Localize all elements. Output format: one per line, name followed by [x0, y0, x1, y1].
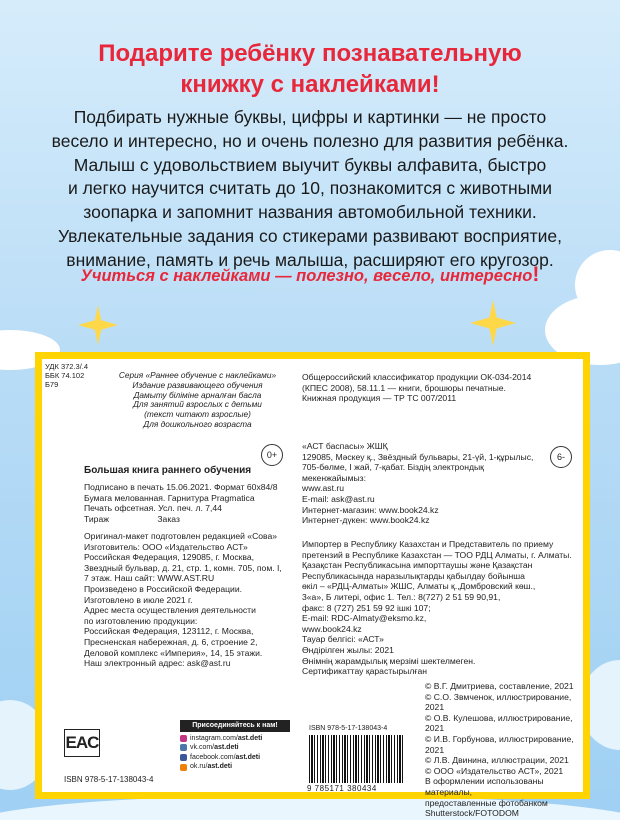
barcode [305, 723, 409, 797]
print-line: Подписано в печать 15.06.2021. Формат 60x84/8 [84, 482, 278, 492]
kz-line: 705-бөлме, I жай, 7-қабат. Біздің электрондық мекенжайымыз: [302, 462, 484, 483]
facebook-icon [180, 754, 187, 761]
intro-line: весело и интересно, но и очень полезно для развития ребёнка. [51, 130, 569, 151]
kz-line: Интернет-магазин: www.book24.kz [302, 504, 439, 515]
ok-icon [180, 764, 187, 771]
importer-line: факс: 8 (727) 251 59 92 ішкі 107; [302, 602, 431, 613]
importer-line: претензий в Республике Казахстан — ТОО РДЦ Алматы, г. Алматы. [302, 549, 572, 560]
social-header: Присоединяйтесь к нам! [180, 720, 290, 732]
slogan-exclamation: ! [532, 263, 540, 286]
publisher-line: Наш электронный адрес: ask@ast.ru [84, 658, 231, 669]
udk-line: Б79 [45, 380, 59, 389]
social-link-vk[interactable] [180, 743, 290, 753]
kz-line: «АСТ баспасы» ЖШҚ [302, 441, 388, 451]
social-prefix: vk.com/ [190, 744, 215, 752]
series-line: Для занятий взрослых с детьми [133, 399, 262, 410]
barcode-isbn: ISBN 978-5-17-138043-4 [309, 725, 388, 732]
instagram-icon [180, 735, 187, 742]
headline-line: Подарите ребёнку познавательную [98, 40, 522, 67]
importer-line: Сертификаттау қарастырылған [302, 666, 428, 677]
print-info [84, 482, 294, 524]
copyright-line: Shutterstock/FOTODOM [425, 808, 519, 819]
series-line: Для дошкольного возраста [143, 418, 252, 429]
kz-publisher-info [302, 441, 547, 526]
intro-line: Увлекательные задания со стикерами развивают восприятие, [57, 225, 563, 246]
publisher-line: Звездный бульвар, д. 21, стр. 1, комн. 705, пом. I, [84, 562, 282, 573]
publisher-line: Российская Федерация, 129085, г. Москва, [84, 552, 255, 563]
copyright-line: © С.О. Звмченок, иллюстрирование, 2021 [425, 691, 572, 713]
publisher-line: по изготовлению продукции: [84, 615, 198, 626]
classifier-line: Общероссийский классификатор продукции ОК-034-2014 [302, 372, 532, 382]
intro-line: зоопарка и запомнит названия автомобильной техники. [83, 202, 537, 223]
importer-info [302, 539, 587, 677]
social-handle: ast.deti [214, 744, 239, 752]
intro-line: внимание, память и речь малыша, расширяют его кругозор. [66, 249, 554, 270]
isbn-text: ISBN 978-5-17-138043-4 [64, 775, 154, 784]
copyright-block [425, 681, 590, 819]
kz-line: 129085, Мәскеу қ., Звёздный бульвары, 21-үй, 1-құрылыс, [302, 451, 534, 462]
barcode-number: 9 785171 380434 [307, 784, 377, 793]
publisher-line: Произведено в Российской Федерации. [84, 583, 243, 594]
social-link-facebook[interactable] [180, 753, 290, 763]
intro-text [0, 106, 620, 273]
social-handle: ast.deti [207, 763, 233, 771]
copyright-line: © И.В. Горбунова, иллюстрирование, 2021 [425, 733, 574, 755]
intro-line: Подбирать нужные буквы, цифры и картинки — не просто [73, 107, 547, 127]
udk-line: УДК 372.3/.4 [45, 362, 89, 371]
series-line: Дамыту біліміне арналған басла [133, 389, 262, 400]
classifier-block [302, 372, 587, 404]
importer-line: Қазақстан Республикасына импорттаушы және Қазақстан [302, 560, 533, 571]
barcode-bars [309, 735, 405, 783]
publisher-line: Деловой комплекс «Империя», 14, 15 этажи. [84, 647, 263, 658]
social-prefix: facebook.com/ [190, 753, 236, 761]
classifier-line: Книжная продукция — ТР ТС 007/2011 [302, 393, 457, 404]
kz-line: www.ast.ru [302, 483, 345, 494]
social-handle: ast.deti [235, 753, 261, 761]
print-line: Печать офсетная. Усл. печ. л. 7,44 [84, 503, 222, 514]
importer-line: www.book24.kz [302, 623, 362, 634]
vk-icon [180, 744, 187, 751]
star-icon [78, 305, 118, 345]
star-icon [470, 300, 516, 346]
social-link-ok[interactable] [180, 762, 290, 772]
publisher-line: 7 этаж. Наш сайт: WWW.AST.RU [84, 573, 215, 584]
udk-line: ББК 74.102 [45, 371, 85, 380]
eac-mark-icon: EAC [64, 729, 100, 757]
age-rating-badge: 0+ [261, 444, 283, 466]
social-prefix: ok.ru/ [190, 763, 208, 771]
print-line: Тираж Заказ [84, 513, 180, 524]
slogan-text: Учиться с наклейками — полезно, весело, интересно [80, 267, 533, 285]
importer-line: Өнімнің жарамдылық мерзімі шектелмеген. [302, 655, 476, 666]
social-block [180, 720, 290, 772]
copyright-line: © В.Г. Дмитриева, составление, 2021 [425, 681, 574, 691]
publisher-line: Пресненская набережная, д. 6, строение 2, [84, 636, 258, 647]
classifier-line: (КПЕС 2008), 58.11.1 — книги, брошюры печатные. [302, 382, 506, 393]
publisher-info [84, 531, 299, 669]
social-link-instagram[interactable] [180, 734, 290, 744]
age-rating-badge-kz: 6- [550, 446, 572, 468]
publisher-line: Оригинал-макет подготовлен редакцией «Сова» [84, 531, 278, 541]
copyright-line: © ООО «Издательство АСТ», 2021 [425, 765, 564, 776]
publisher-line: Адрес места осуществления деятельности [84, 605, 256, 616]
social-handle: ast.deti [237, 734, 263, 742]
importer-line: Өндірілген жылы: 2021 [302, 644, 394, 655]
importer-line: өкіл – «РДЦ-Алматы» ЖШС, Алматы қ.,Домбровский көш., [302, 581, 536, 592]
kz-line: Интернет-дүкен: www.book24.kz [302, 515, 430, 526]
copyright-line: предоставленные фотобанком [425, 797, 548, 808]
publisher-line: Российская Федерация, 123112, г. Москва, [84, 626, 254, 637]
copyright-line: В оформлении использованы материалы, [425, 776, 544, 797]
copyright-line: © Л.В. Двинина, иллюстрации, 2021 [425, 755, 569, 766]
publisher-line: Изготовлено в июле 2021 г. [84, 594, 193, 605]
importer-line: 3«а», Б литері, офис 1. Тел.: 8(727) 2 51 59 90,91, [302, 591, 501, 602]
social-prefix: instagram.com/ [190, 734, 238, 742]
headline-line: книжку с наклейками! [180, 71, 440, 98]
kz-line: E-mail: ask@ast.ru [302, 493, 375, 504]
importer-line: E-mail: RDC-Almaty@eksmo.kz, [302, 613, 427, 624]
intro-line: и легко научится считать до 10, познакомится с животными [67, 178, 553, 199]
book-title: Большая книга раннего обучения [84, 465, 252, 476]
series-line: Серия «Раннее обучение с наклейками» [118, 370, 277, 380]
importer-line: Импортер в Республику Казахстан и Представитель по приему [302, 539, 554, 549]
importer-line: Республикасында наразылықтарды қабылдау бойынша [302, 570, 525, 581]
headline [0, 38, 620, 100]
copyright-line: © О.В. Кулешова, иллюстрирование, 2021 [425, 712, 573, 734]
series-line: (текст читают взрослые) [144, 409, 251, 420]
udk-block [45, 362, 88, 389]
slogan [0, 263, 620, 287]
imprint-panel [35, 352, 590, 819]
print-line: Бумага мелованная. Гарнитура Pragmatica [84, 492, 255, 503]
intro-line: Малыш с удовольствием выучит буквы алфавита, быстро [73, 154, 547, 175]
importer-line: Тауар белгісі: «АСТ» [302, 634, 384, 645]
series-block [110, 371, 285, 430]
publisher-line: Изготовитель: ООО «Издательство АСТ» [84, 541, 248, 552]
series-line: Издание развивающего обучения [132, 379, 263, 390]
